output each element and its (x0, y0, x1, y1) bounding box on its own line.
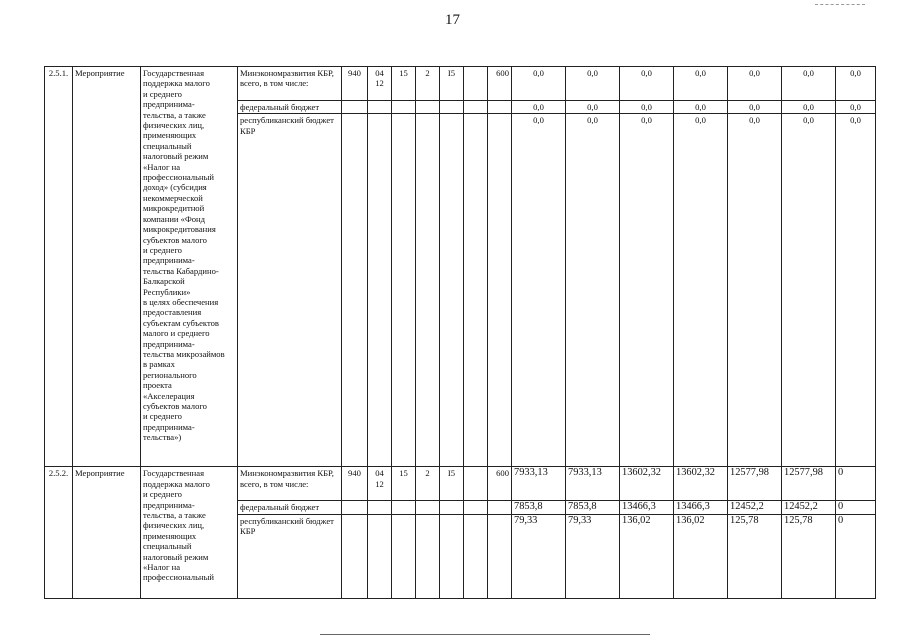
budget-code (464, 467, 488, 501)
amount-value: 0,0 (620, 101, 674, 114)
budget-code (464, 101, 488, 114)
budget-code (368, 114, 392, 467)
amount-value: 12452,2 (782, 501, 836, 514)
source-name: федеральный бюджет (238, 501, 342, 514)
amount-value: 0 (836, 514, 876, 598)
budget-code (416, 101, 440, 114)
amount-value: 79,33 (512, 514, 566, 598)
amount-value: 0,0 (728, 67, 782, 101)
table-row (45, 67, 876, 101)
row-code: 2.5.2. (45, 467, 73, 598)
source-name: республиканский бюджет КБР (238, 114, 342, 467)
amount-value: 13602,32 (620, 467, 674, 501)
budget-code (416, 514, 440, 598)
amount-value: 7933,13 (566, 467, 620, 501)
amount-value: 13466,3 (674, 501, 728, 514)
budget-code (488, 514, 512, 598)
amount-value: 0,0 (566, 101, 620, 114)
amount-value: 0,0 (674, 114, 728, 467)
budget-code: 600 (488, 467, 512, 501)
budget-code (392, 501, 416, 514)
amount-value: 0 (836, 467, 876, 501)
amount-value: 0,0 (728, 101, 782, 114)
amount-value: 0 (836, 501, 876, 514)
amount-value: 0,0 (782, 67, 836, 101)
amount-value: 12577,98 (782, 467, 836, 501)
budget-code (392, 514, 416, 598)
budget-code (464, 514, 488, 598)
budget-code (488, 114, 512, 467)
row-type: Мероприятие (73, 67, 141, 467)
row-type: Мероприятие (73, 467, 141, 598)
budget-code (464, 114, 488, 467)
amount-value: 0,0 (512, 101, 566, 114)
source-name: Минэкономразвития КБР, всего, в том числе: (238, 467, 342, 501)
footer-rule (320, 634, 650, 635)
budget-code (368, 514, 392, 598)
budget-code: 15 (392, 67, 416, 101)
amount-value: 79,33 (566, 514, 620, 598)
budget-code: 2 (416, 67, 440, 101)
budget-code (464, 501, 488, 514)
amount-value: 0,0 (620, 114, 674, 467)
amount-value: 0,0 (566, 67, 620, 101)
source-name: Минэкономразвития КБР, всего, в том числе: (238, 67, 342, 101)
amount-value: 0,0 (512, 114, 566, 467)
budget-code (342, 114, 368, 467)
amount-value: 13466,3 (620, 501, 674, 514)
amount-value: 0,0 (674, 67, 728, 101)
budget-code (488, 101, 512, 114)
amount-value: 0,0 (728, 114, 782, 467)
budget-code (440, 101, 464, 114)
budget-code (392, 114, 416, 467)
budget-code: I5 (440, 67, 464, 101)
amount-value: 12452,2 (728, 501, 782, 514)
amount-value: 0,0 (836, 114, 876, 467)
scan-mark (815, 4, 865, 6)
amount-value: 125,78 (782, 514, 836, 598)
amount-value: 136,02 (674, 514, 728, 598)
source-name: республиканский бюджет КБР (238, 514, 342, 598)
amount-value: 0,0 (620, 67, 674, 101)
budget-table (44, 66, 876, 599)
amount-value: 0,0 (782, 114, 836, 467)
budget-code (342, 101, 368, 114)
budget-code: 04 12 (368, 67, 392, 101)
budget-code: 04 12 (368, 467, 392, 501)
budget-code (368, 101, 392, 114)
row-code: 2.5.1. (45, 67, 73, 467)
budget-code (440, 501, 464, 514)
amount-value: 0,0 (674, 101, 728, 114)
budget-code (440, 514, 464, 598)
table-row (45, 467, 876, 501)
budget-code (488, 501, 512, 514)
amount-value: 13602,32 (674, 467, 728, 501)
budget-code: 600 (488, 67, 512, 101)
budget-code: I5 (440, 467, 464, 501)
row-description: Государственная поддержка малого и среднего предпринима- тельства, а также физических лиц, применяющих специальный налоговый режим «Налог на профессиональный доход» (субсидия некоммерческой микрокредитной компании «Фонд микрокредитования субъектов малого и среднего предпринима- тельства Кабардино- Балкарской Республики» в целях обеспечения предоставления субъектам субъектов малого и среднего предпринима- тельства микрозаймов в рамках регионального проекта «Акселерация субъектов малого и среднего предпринима- тельства») (141, 67, 238, 467)
budget-code: 940 (342, 67, 368, 101)
budget-code: 940 (342, 467, 368, 501)
budget-code (416, 114, 440, 467)
budget-code (368, 501, 392, 514)
amount-value: 0,0 (512, 67, 566, 101)
budget-code (440, 114, 464, 467)
budget-code (416, 501, 440, 514)
amount-value: 125,78 (728, 514, 782, 598)
amount-value: 12577,98 (728, 467, 782, 501)
amount-value: 0,0 (836, 67, 876, 101)
amount-value: 7853,8 (566, 501, 620, 514)
budget-code (464, 67, 488, 101)
amount-value: 7933,13 (512, 467, 566, 501)
page-number: 17 (445, 12, 460, 28)
source-name: федеральный бюджет (238, 101, 342, 114)
amount-value: 0,0 (566, 114, 620, 467)
budget-code (392, 101, 416, 114)
amount-value: 0,0 (782, 101, 836, 114)
amount-value: 7853,8 (512, 501, 566, 514)
budget-code: 15 (392, 467, 416, 501)
row-description: Государственная поддержка малого и среднего предпринима- тельства, а также физических лиц, применяющих специальный налоговый режим «Налог на профессиональный (141, 467, 238, 598)
budget-code (342, 501, 368, 514)
budget-code (342, 514, 368, 598)
budget-code: 2 (416, 467, 440, 501)
amount-value: 136,02 (620, 514, 674, 598)
amount-value: 0,0 (836, 101, 876, 114)
